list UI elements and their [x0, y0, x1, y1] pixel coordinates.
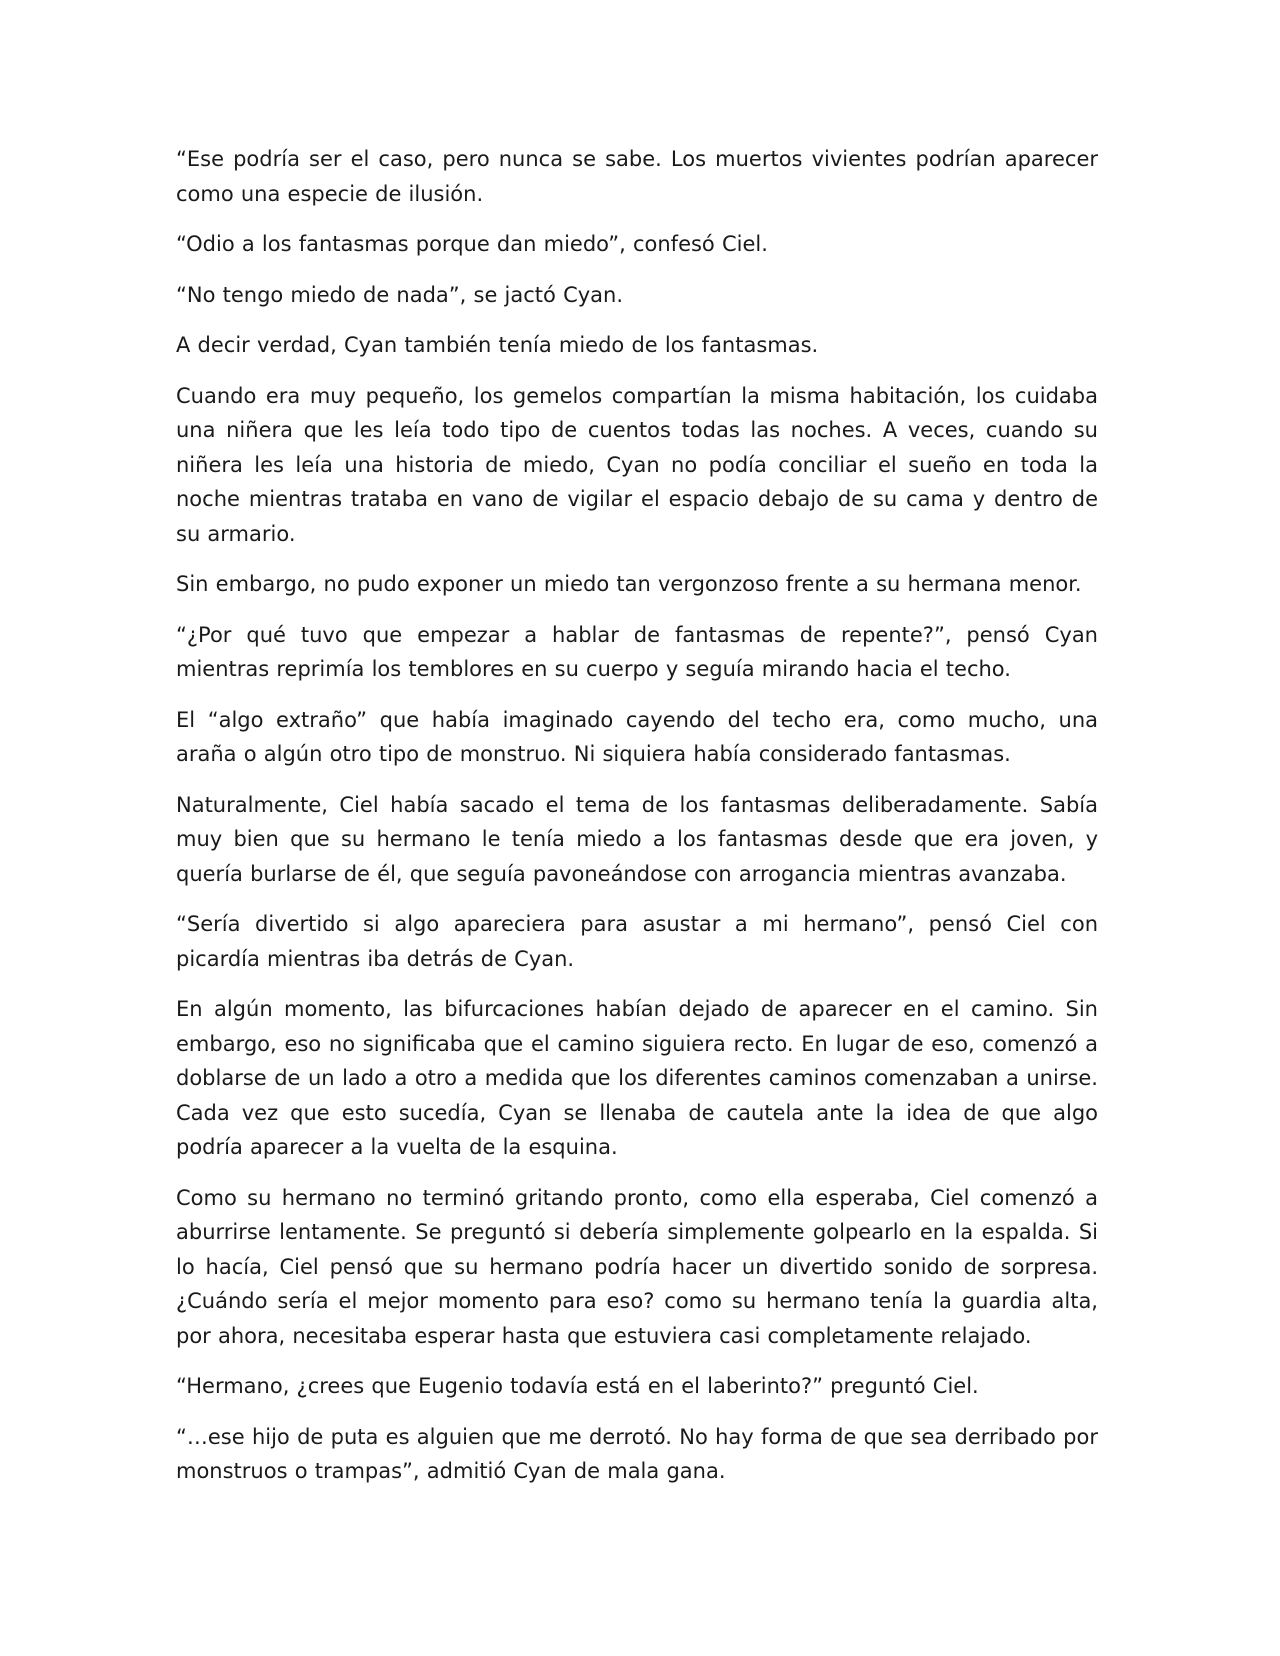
paragraph: Naturalmente, Ciel había sacado el tema de los fantasmas deliberadamente. Sabía muy bien que su hermano le tenía miedo a los fantasmas desde que era joven, y quería burlarse de él, que seguía pavoneándose con arrogancia mientras avanzaba. [176, 792, 1098, 886]
paragraph: “Sería divertido si algo apareciera para asustar a mi hermano”, pensó Ciel con picardía mientras iba detrás de Cyan. [176, 912, 1098, 971]
paragraph: En algún momento, las bifurcaciones habían dejado de aparecer en el camino. Sin embargo, eso no significaba que el camino siguiera recto. En lugar de eso, comenzó a doblarse de un lado a otro a medida que los diferentes caminos comenzaban a unirse. Cada vez que esto sucedía, Cyan se llenaba de cautela ante la idea de que algo podría aparecer a la vuelta de la esquina. [176, 997, 1098, 1159]
paragraph: “¿Por qué tuvo que empezar a hablar de fantasmas de repente?”, pensó Cyan mientras reprimía los temblores en su cuerpo y seguía mirando hacia el techo. [176, 622, 1098, 681]
paragraph: “Odio a los fantasmas porque dan miedo”, confesó Ciel. [176, 232, 768, 256]
paragraph: Sin embargo, no pudo exponer un miedo tan vergonzoso frente a su hermana menor. [176, 572, 1082, 596]
paragraph: “…ese hijo de puta es alguien que me derrotó. No hay forma de que sea derribado por monstruos o trampas”, admitió Cyan de mala gana. [176, 1424, 1098, 1483]
paragraph: Cuando era muy pequeño, los gemelos compartían la misma habitación, los cuidaba una niñera que les leía todo tipo de cuentos todas las noches. A veces, cuando su niñera les leía una historia de miedo, Cyan no podía conciliar el sueño en toda la noche mientras trataba en vano de vigilar el espacio debajo de su cama y dentro de su armario. [176, 383, 1098, 546]
paragraph: Como su hermano no terminó gritando pronto, como ella esperaba, Ciel comenzó a aburrirse lentamente. Se preguntó si debería simplemente golpearlo en la espalda. Si lo hacía, Ciel pensó que su hermano podría hacer un divertido sonido de sorpresa. ¿Cuándo sería el mejor momento para eso? como su hermano tenía la guardia alta, por ahora, necesitaba esperar hasta que estuviera casi completamente relajado. [176, 1185, 1098, 1348]
paragraph: “Hermano, ¿crees que Eugenio todavía está en el laberinto?” preguntó Ciel. [176, 1374, 979, 1398]
paragraph: A decir verdad, Cyan también tenía miedo de los fantasmas. [176, 333, 819, 357]
paragraph: “Ese podría ser el caso, pero nunca se sabe. Los muertos vivientes podrían aparecer como una especie de ilusión. [176, 147, 1098, 206]
paragraph: “No tengo miedo de nada”, se jactó Cyan. [176, 282, 624, 307]
document-page [176, 142, 1098, 1505]
paragraph: El “algo extraño” que había imaginado cayendo del techo era, como mucho, una araña o algún otro tipo de monstruo. Ni siquiera había considerado fantasmas. [176, 707, 1098, 766]
